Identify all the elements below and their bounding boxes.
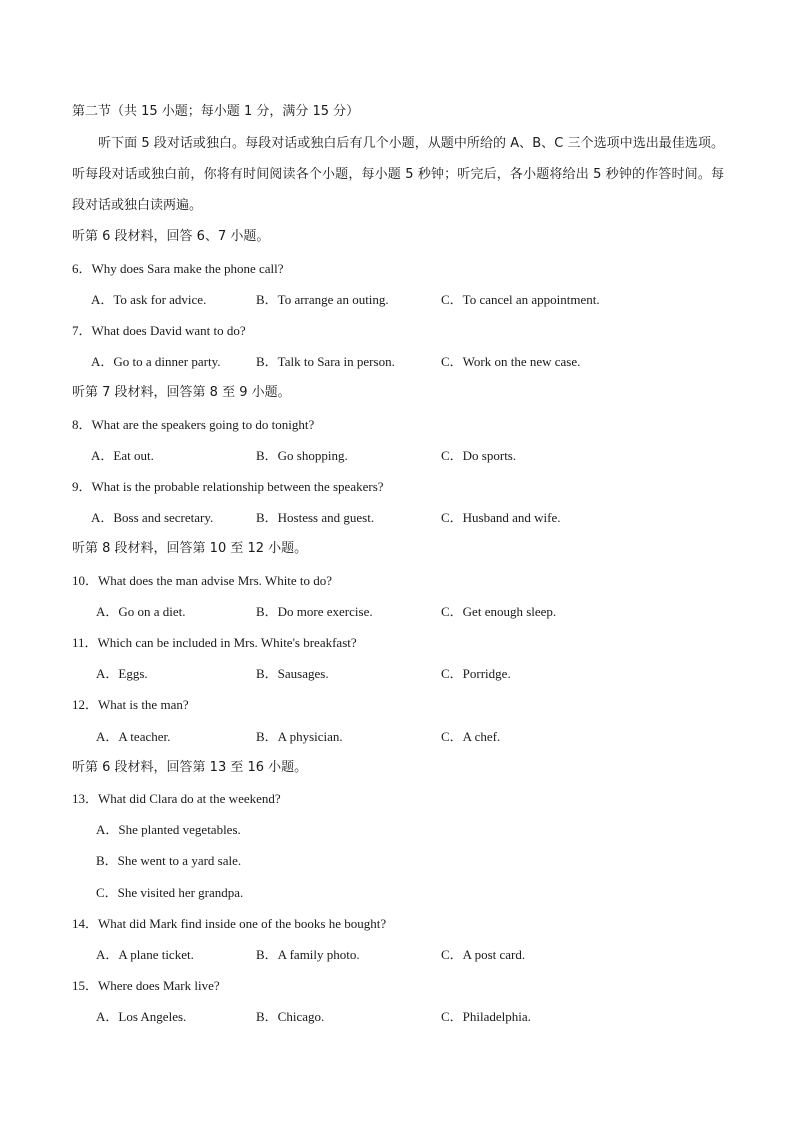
question-stem: 15．Where does Mark live? xyxy=(72,978,220,993)
option-a: A．To ask for advice. xyxy=(91,292,207,307)
option-c: C．A chef. xyxy=(441,729,501,744)
option-b: B．Chicago. xyxy=(256,1009,325,1024)
option-a: A．Boss and secretary. xyxy=(91,510,214,525)
option-a: A．A plane ticket. xyxy=(96,947,194,962)
option-c: C．Work on the new case. xyxy=(441,354,581,369)
question-stem: 10．What does the man advise Mrs. White to do? xyxy=(72,573,333,588)
option-c: C．She visited her grandpa. xyxy=(96,885,244,900)
group-label: 听第 6 段材料，回答 6、7 小题。 xyxy=(72,229,270,244)
question-stem: 6．Why does Sara make the phone call? xyxy=(72,261,284,276)
question-stem: 8．What are the speakers going to do tonight? xyxy=(72,417,315,432)
option-b: B．Hostess and guest. xyxy=(256,510,375,525)
section-instructions: 听下面 5 段对话或独白。每段对话或独白后有几个小题，从题中所给的 A、B、C 三个选项中选出最佳选项。听每段对话或独白前，你将有时间阅读各个小题，每小题 5 秒钟；听完后，各小题将给出 5 秒钟的作答时间。每段对话或独白读两遍。 xyxy=(72,136,724,213)
option-c: C．To cancel an appointment. xyxy=(441,292,600,307)
question-stem: 14．What did Mark find inside one of the books he bought? xyxy=(72,916,387,931)
option-c: C．Husband and wife. xyxy=(441,510,561,525)
section-heading: 第二节（共 15 小题；每小题 1 分，满分 15 分） xyxy=(72,104,360,119)
option-b: B．Sausages. xyxy=(256,666,329,681)
option-c: C．Porridge. xyxy=(441,666,511,681)
option-a: A．Eat out. xyxy=(91,448,154,463)
option-a: A．Eggs. xyxy=(96,666,148,681)
option-a: A．A teacher. xyxy=(96,729,171,744)
group-label: 听第 6 段材料，回答第 13 至 16 小题。 xyxy=(72,760,308,775)
option-b: B．A family photo. xyxy=(256,947,360,962)
question-stem: 9．What is the probable relationship between the speakers? xyxy=(72,479,384,494)
option-b: B．She went to a yard sale. xyxy=(96,853,242,868)
question-stem: 7．What does David want to do? xyxy=(72,323,246,338)
option-c: C．Do sports. xyxy=(441,448,517,463)
option-b: B．Talk to Sara in person. xyxy=(256,354,395,369)
option-a: A．Go on a diet. xyxy=(96,604,186,619)
option-c: C．Philadelphia. xyxy=(441,1009,531,1024)
question-stem: 12．What is the man? xyxy=(72,697,189,712)
option-b: B．To arrange an outing. xyxy=(256,292,389,307)
option-b: B．Go shopping. xyxy=(256,448,348,463)
option-a: A．Go to a dinner party. xyxy=(91,354,221,369)
option-c: C．A post card. xyxy=(441,947,526,962)
question-stem: 11．Which can be included in Mrs. White's breakfast? xyxy=(72,635,357,650)
group-label: 听第 8 段材料，回答第 10 至 12 小题。 xyxy=(72,541,308,556)
option-c: C．Get enough sleep. xyxy=(441,604,557,619)
question-stem: 13．What did Clara do at the weekend? xyxy=(72,791,281,806)
option-a: A．She planted vegetables. xyxy=(96,822,241,837)
group-label: 听第 7 段材料，回答第 8 至 9 小题。 xyxy=(72,385,291,400)
option-b: B．A physician. xyxy=(256,729,343,744)
option-b: B．Do more exercise. xyxy=(256,604,373,619)
option-a: A．Los Angeles. xyxy=(96,1009,187,1024)
